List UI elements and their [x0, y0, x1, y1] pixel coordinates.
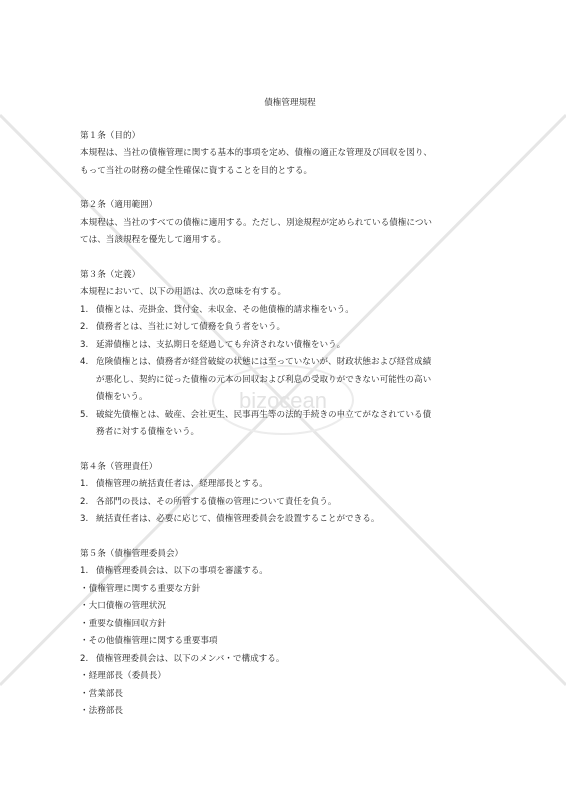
bullet-item: ・債権管理に関する重要な方針: [80, 583, 201, 594]
article-4: [80, 459, 500, 529]
article-heading: 第１条（目的）: [80, 130, 141, 141]
article-text-line: 本規程は、当社のすべての債権に適用する。ただし、別途規程が定められている債権につい: [80, 217, 433, 228]
document-title: 債権管理規程: [264, 98, 316, 108]
item-text: 債権とは、売掛金、貸付金、未収金、その他債権的請求権をいう。: [96, 304, 354, 315]
article-5: [80, 546, 500, 721]
item-text: 債権管理の統括責任者は、経理部長とする。: [96, 479, 268, 489]
item-text: 債権管理委員会は、以下のメンバ・で構成する。: [96, 653, 285, 664]
item-text: 統括責任者は、必要に応じて、債権管理委員会を設置することができる。: [96, 514, 380, 524]
item-number: 2.: [80, 653, 89, 664]
article-text-line: 本規程は、当社の債権管理に関する基本的事項を定め、債権の適正な管理及び回収を図り、: [80, 148, 433, 158]
article-heading: 第３条（定義）: [80, 269, 141, 280]
watermark-text: bizocean: [238, 388, 328, 413]
article-heading: 第４条（管理責任）: [80, 461, 158, 472]
article-heading: 第２条（適用範囲）: [80, 200, 158, 210]
item-text: 債務者とは、当社に対して債務を負う者をいう。: [96, 322, 286, 332]
list-item: [80, 302, 500, 320]
article-text-line: ては、当該規程を優先して適用する。: [80, 235, 227, 245]
document-body: [80, 95, 500, 738]
item-number: 1.: [80, 304, 89, 315]
item-text: 延滞債権とは、支払期日を経過しても弁済されない債権をいう。: [96, 339, 346, 350]
bullet-item: ・経理部長（委員長）: [80, 671, 166, 681]
article-heading: 第５条（債権管理委員会）: [80, 548, 184, 559]
bullet-item: ・その他債権管理に関する重要事項: [80, 636, 218, 646]
bullet-item: ・重要な債権回収方針: [80, 618, 166, 629]
item-number: 1.: [80, 479, 89, 489]
item-text: 破綻先債権とは、破産、会社更生、民事再生等の法的手続きの申立てがなされている債 務者に対する債権をいう。: [96, 409, 432, 437]
list-item: [80, 494, 500, 512]
item-number: 3.: [80, 339, 89, 350]
item-text: 危険債権とは、債務者が経営破綻の状態には至っていないが、財政状態および経営成績 が悪化し、契約に従った債権の元本の回収および利息の受取りができない可能性の高い 債権をいう。: [96, 357, 432, 402]
list-item: [80, 354, 500, 407]
article-intro: 本規程において、以下の用語は、次の意味を有する。: [80, 287, 287, 297]
bullet-item: ・法務部長: [80, 706, 123, 716]
item-text: 債権管理委員会は、以下の事項を審議する。: [96, 566, 268, 576]
bullet-item: ・営業部長: [80, 688, 123, 699]
bullet-item: ・大口債権の管理状況: [80, 601, 166, 611]
list-item: [80, 337, 500, 355]
item-number: 2.: [80, 496, 89, 507]
list-item: [80, 407, 500, 442]
list-item: [80, 651, 500, 669]
item-number: 3.: [80, 514, 89, 524]
item-text: 各部門の長は、その所管する債権の管理について責任を負う。: [96, 496, 337, 507]
article-3: [80, 267, 500, 442]
item-number: 2.: [80, 322, 89, 332]
item-number: 5.: [80, 409, 89, 420]
article-text-line: もって当社の財務の健全性確保に資することを目的とする。: [80, 165, 313, 176]
list-item: [80, 563, 500, 581]
list-item: [80, 476, 500, 494]
item-number: 4.: [80, 357, 89, 367]
list-item: [80, 511, 500, 529]
article-1: [80, 128, 500, 181]
list-item: [80, 319, 500, 337]
article-2: [80, 197, 500, 250]
item-number: 1.: [80, 566, 89, 576]
